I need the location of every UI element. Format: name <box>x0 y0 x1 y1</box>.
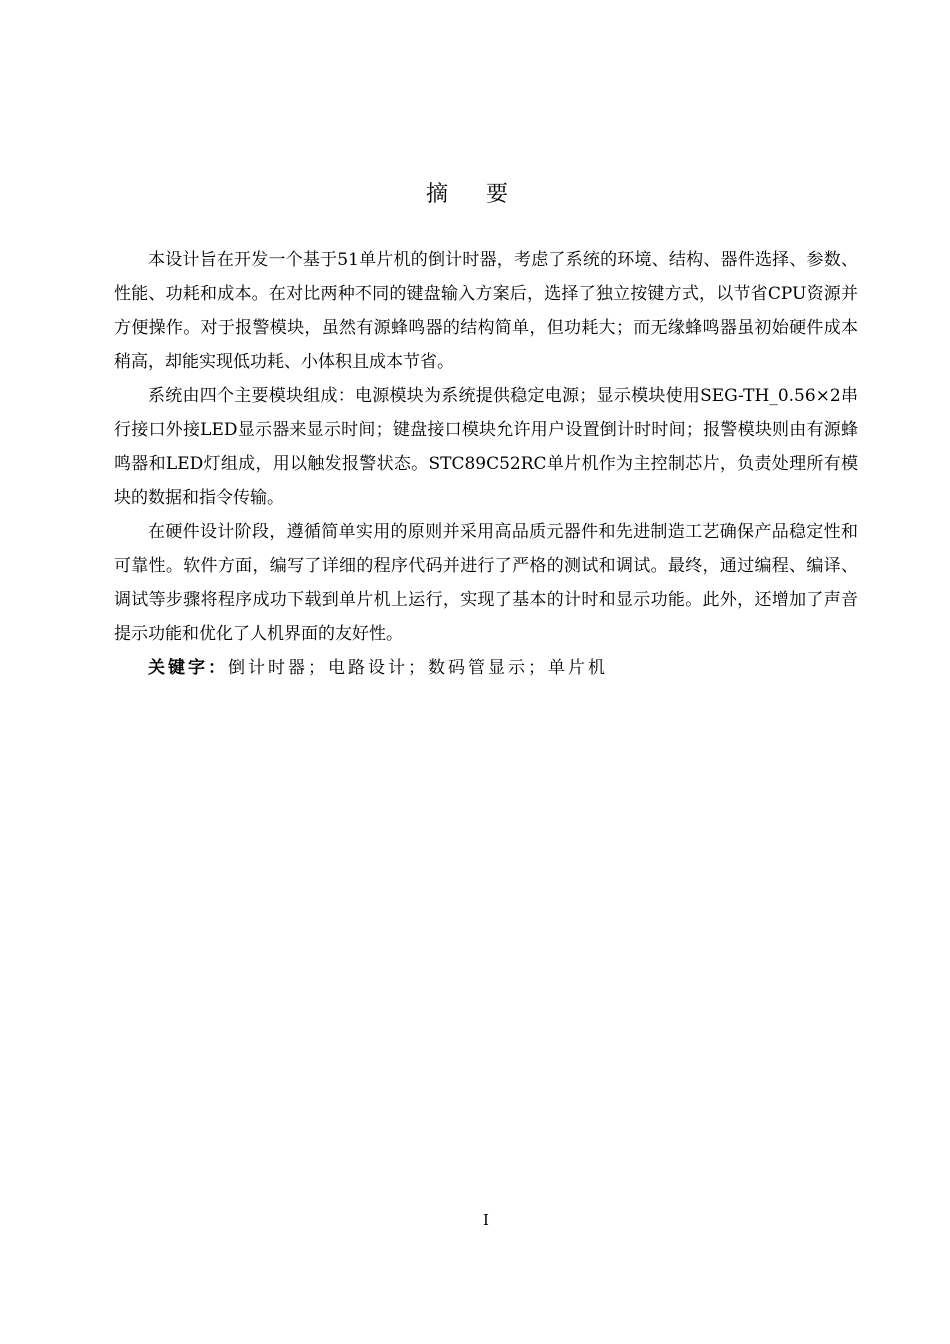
keywords-label: 关键字： <box>148 658 228 678</box>
keywords-line <box>114 651 858 685</box>
abstract-paragraph-1: 本设计旨在开发一个基于51单片机的倒计时器，考虑了系统的环境、结构、器件选择、参数、性能、功耗和成本。在对比两种不同的键盘输入方案后，选择了独立按键方式，以节省CPU资源并方便操作。对于报警模块，虽然有源蜂鸣器的结构简单，但功耗大；而无缘蜂鸣器虽初始硬件成本稍高，却能实现低功耗、小体积且成本节省。 <box>114 250 858 372</box>
abstract-title: 摘要 <box>425 182 546 207</box>
keywords-text: 倒计时器；电路设计；数码管显示；单片机 <box>228 658 608 678</box>
page-number: I <box>483 1211 489 1229</box>
abstract-paragraph-3: 在硬件设计阶段，遵循简单实用的原则并采用高品质元器件和先进制造工艺确保产品稳定性和可靠性。软件方面，编写了详细的程序代码并进行了严格的测试和调试。最终，通过编程、编译、调试等步骤将程序成功下载到单片机上运行，实现了基本的计时和显示功能。此外，还增加了声音提示功能和优化了人机界面的友好性。 <box>114 522 858 644</box>
abstract-paragraph-2: 系统由四个主要模块组成：电源模块为系统提供稳定电源；显示模块使用SEG-TH_0.56×2串行接口外接LED显示器来显示时间；键盘接口模块允许用户设置倒计时时间；报警模块则由有源蜂鸣器和LED灯组成，用以触发报警状态。STC89C52RC单片机作为主控制芯片，负责处理所有模块的数据和指令传输。 <box>114 386 858 508</box>
abstract-body <box>114 243 858 685</box>
